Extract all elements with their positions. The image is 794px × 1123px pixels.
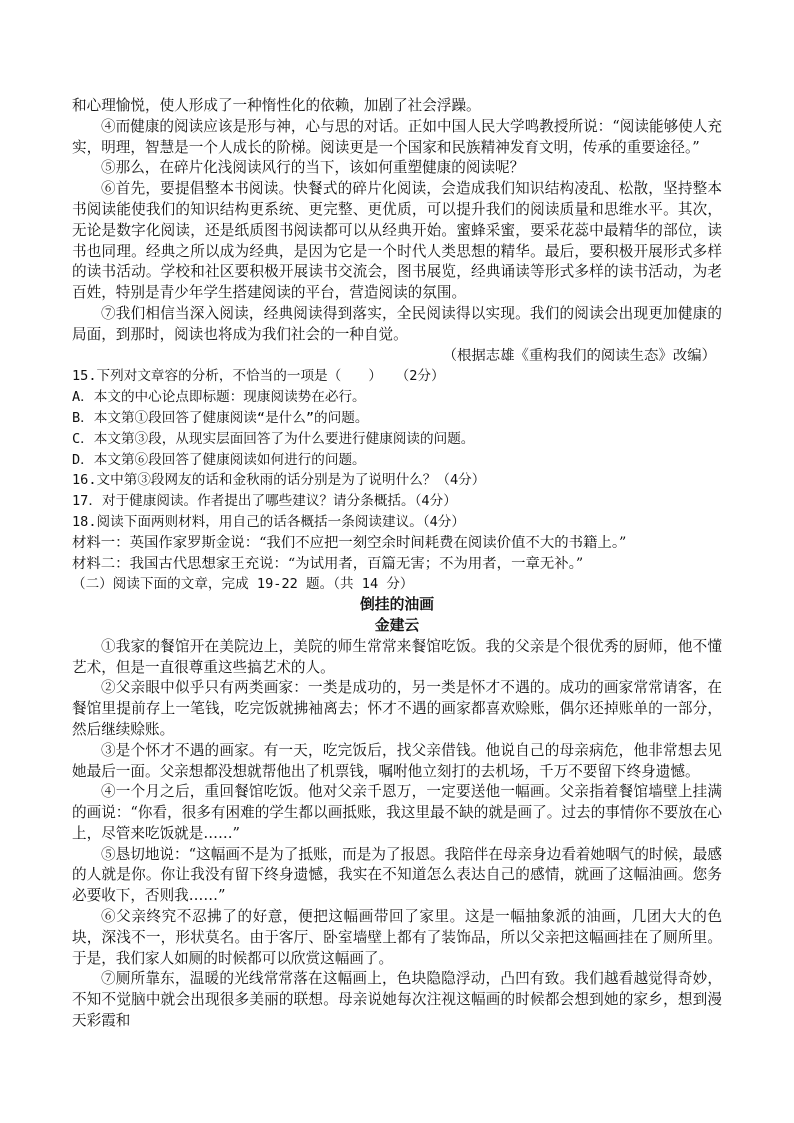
question-15: 15.下列对文章容的分析，不恰当的一项是（ ） （2分） bbox=[72, 368, 445, 385]
paragraph-3-tail: 和心理愉悦，使人形成了一种惰性化的依赖，加剧了社会浮躁。 bbox=[72, 97, 481, 114]
article-paragraph-1: ①我家的餐馆开在美院边上，美院的师生常常来餐馆吃饭。我的父亲是个很优秀的厨师，他不懂艺术，但是一直很尊重这些搞艺术的人。 bbox=[72, 637, 722, 676]
article-title: 倒挂的油画 bbox=[360, 596, 434, 614]
source-note: （根据志雄《重构我们的阅读生态》改编） bbox=[442, 347, 716, 364]
question-18: 18.阅读下面两则材料，用自己的话各概括一条阅读建议。（4分） bbox=[72, 513, 465, 530]
article-paragraph-6: ⑥父亲终究不忍拂了的好意，便把这幅画带回了家里。这是一幅抽象派的油画，几团大大的色块，深浅不一，形状莫名。由于客厅、卧室墙壁上都有了装饰品，所以父亲把这幅画挂在了厕所里。于是，我们家人如厕的时候都可以欣赏这幅画了。 bbox=[72, 908, 722, 967]
question-15-option-b: B．本文第①段回答了健康阅读“是什么”的问题。 bbox=[72, 409, 369, 426]
article-paragraph-2: ②父亲眼中似乎只有两类画家：一类是成功的，另一类是怀才不遇的。成功的画家常常请客，在餐馆里提前存上一笔钱，吃完饭就拂袖离去；怀才不遇的画家都喜欢赊账，偶尔还掉账单的一部分，然后继续赊账。 bbox=[72, 679, 722, 738]
paragraph-6: ⑥首先，要提倡整本书阅读。快餐式的碎片化阅读，会造成我们知识结构凌乱、松散，坚持整本书阅读能使我们的知识结构更系统、更完整、更优质，可以提升我们的阅读质量和思维水平。其次，无论是数字化阅读，还是纸质图书阅读都可以从经典开始。蜜蜂采蜜，要采花蕊中最精华的部位，读书也同理。经典之所以成为经典，是因为它是一个时代人类思想的精华。最后，要积极开展形式多样的读书活动。学校和社区要积极开展读书交流会，图书展览，经典诵读等形式多样的读书活动，为老百姓，特别是青少年学生搭建阅读的平台，营造阅读的氛围。 bbox=[72, 180, 722, 302]
question-17: 17．对于健康阅读。作者提出了哪些建议？请分条概括。（4分） bbox=[72, 493, 457, 510]
article-author: 金建云 bbox=[374, 616, 420, 634]
section-2-heading: （二）阅读下面的文章，完成 19-22 题。（共 14 分） bbox=[72, 576, 414, 593]
article-paragraph-5: ⑤恳切地说：“这幅画不是为了抵账，而是为了报恩。我陪伴在母亲身边看着她咽气的时候，最感的人就是你。你让我没有留下终身遗憾，我实在不知道怎么表达自己的感情，就画了这幅油画。您务必要收下，否则我……” bbox=[72, 845, 722, 905]
question-15-option-d: D．本文第⑥段回答了健康阅读如何进行的问题。 bbox=[72, 451, 366, 468]
article-paragraph-4: ④一个月之后，重回餐馆吃饭。他对父亲千恩万，一定要送他一幅画。父亲指着餐馆墙壁上挂满的画说：“你看，很多有困难的学生都以画抵账，我这里最不缺的就是画了。过去的事情你不要放在心上，尽管来吃饭就是……” bbox=[72, 783, 722, 842]
paragraph-7: ⑦我们相信当深入阅读，经典阅读得到落实，全民阅读得以实现。我们的阅读会出现更加健康的局面，到那时，阅读也将成为我们社会的一种自觉。 bbox=[72, 304, 722, 343]
question-15-option-c: C．本文第③段，从现实层面回答了为什么要进行健康阅读的问题。 bbox=[72, 430, 475, 447]
paragraph-4: ④而健康的阅读应该是形与神，心与思的对话。正如中国人民大学鸣教授所说：“阅读能够使人充实，明理，智慧是一个人成长的阶梯。阅读更是一个国家和民族精神发育文明，传承的重要途径。” bbox=[72, 117, 722, 156]
paragraph-5: ⑤那么，在碎片化浅阅读风行的当下，该如何重塑健康的阅读呢？ bbox=[101, 159, 525, 177]
material-1: 材料一：英国作家罗斯金说：“我们不应把一刻空余时间耗费在阅读价值不大的书籍上。” bbox=[72, 534, 627, 551]
material-2: 材料二：我国古代思想家王充说：“为试用者，百篇无害；不为用者，一章无补。” bbox=[72, 555, 584, 572]
article-paragraph-7: ⑦厕所靠东，温暖的光线常常落在这幅画上，色块隐隐浮动，凸凹有致。我们越看越觉得奇妙，不知不觉脑中就会出现很多美丽的联想。母亲说她每次注视这幅画的时候都会想到她的家乡，想到漫天彩霞和 bbox=[72, 970, 722, 1030]
question-16: 16.文中第③段网友的话和金秋雨的话分别是为了说明什么？（4分） bbox=[72, 472, 486, 489]
article-paragraph-3: ③是个怀才不遇的画家。有一天，吃完饭后，找父亲借钱。他说自己的母亲病危，他非常想去见她最后一面。父亲想都没想就帮他出了机票钱，嘱咐他立刻打的去机场，千万不要留下终身遗憾。 bbox=[72, 741, 722, 780]
question-15-option-a: A．本文的中心论点即标题：现康阅读势在必行。 bbox=[72, 389, 366, 406]
document-page bbox=[72, 96, 722, 1032]
